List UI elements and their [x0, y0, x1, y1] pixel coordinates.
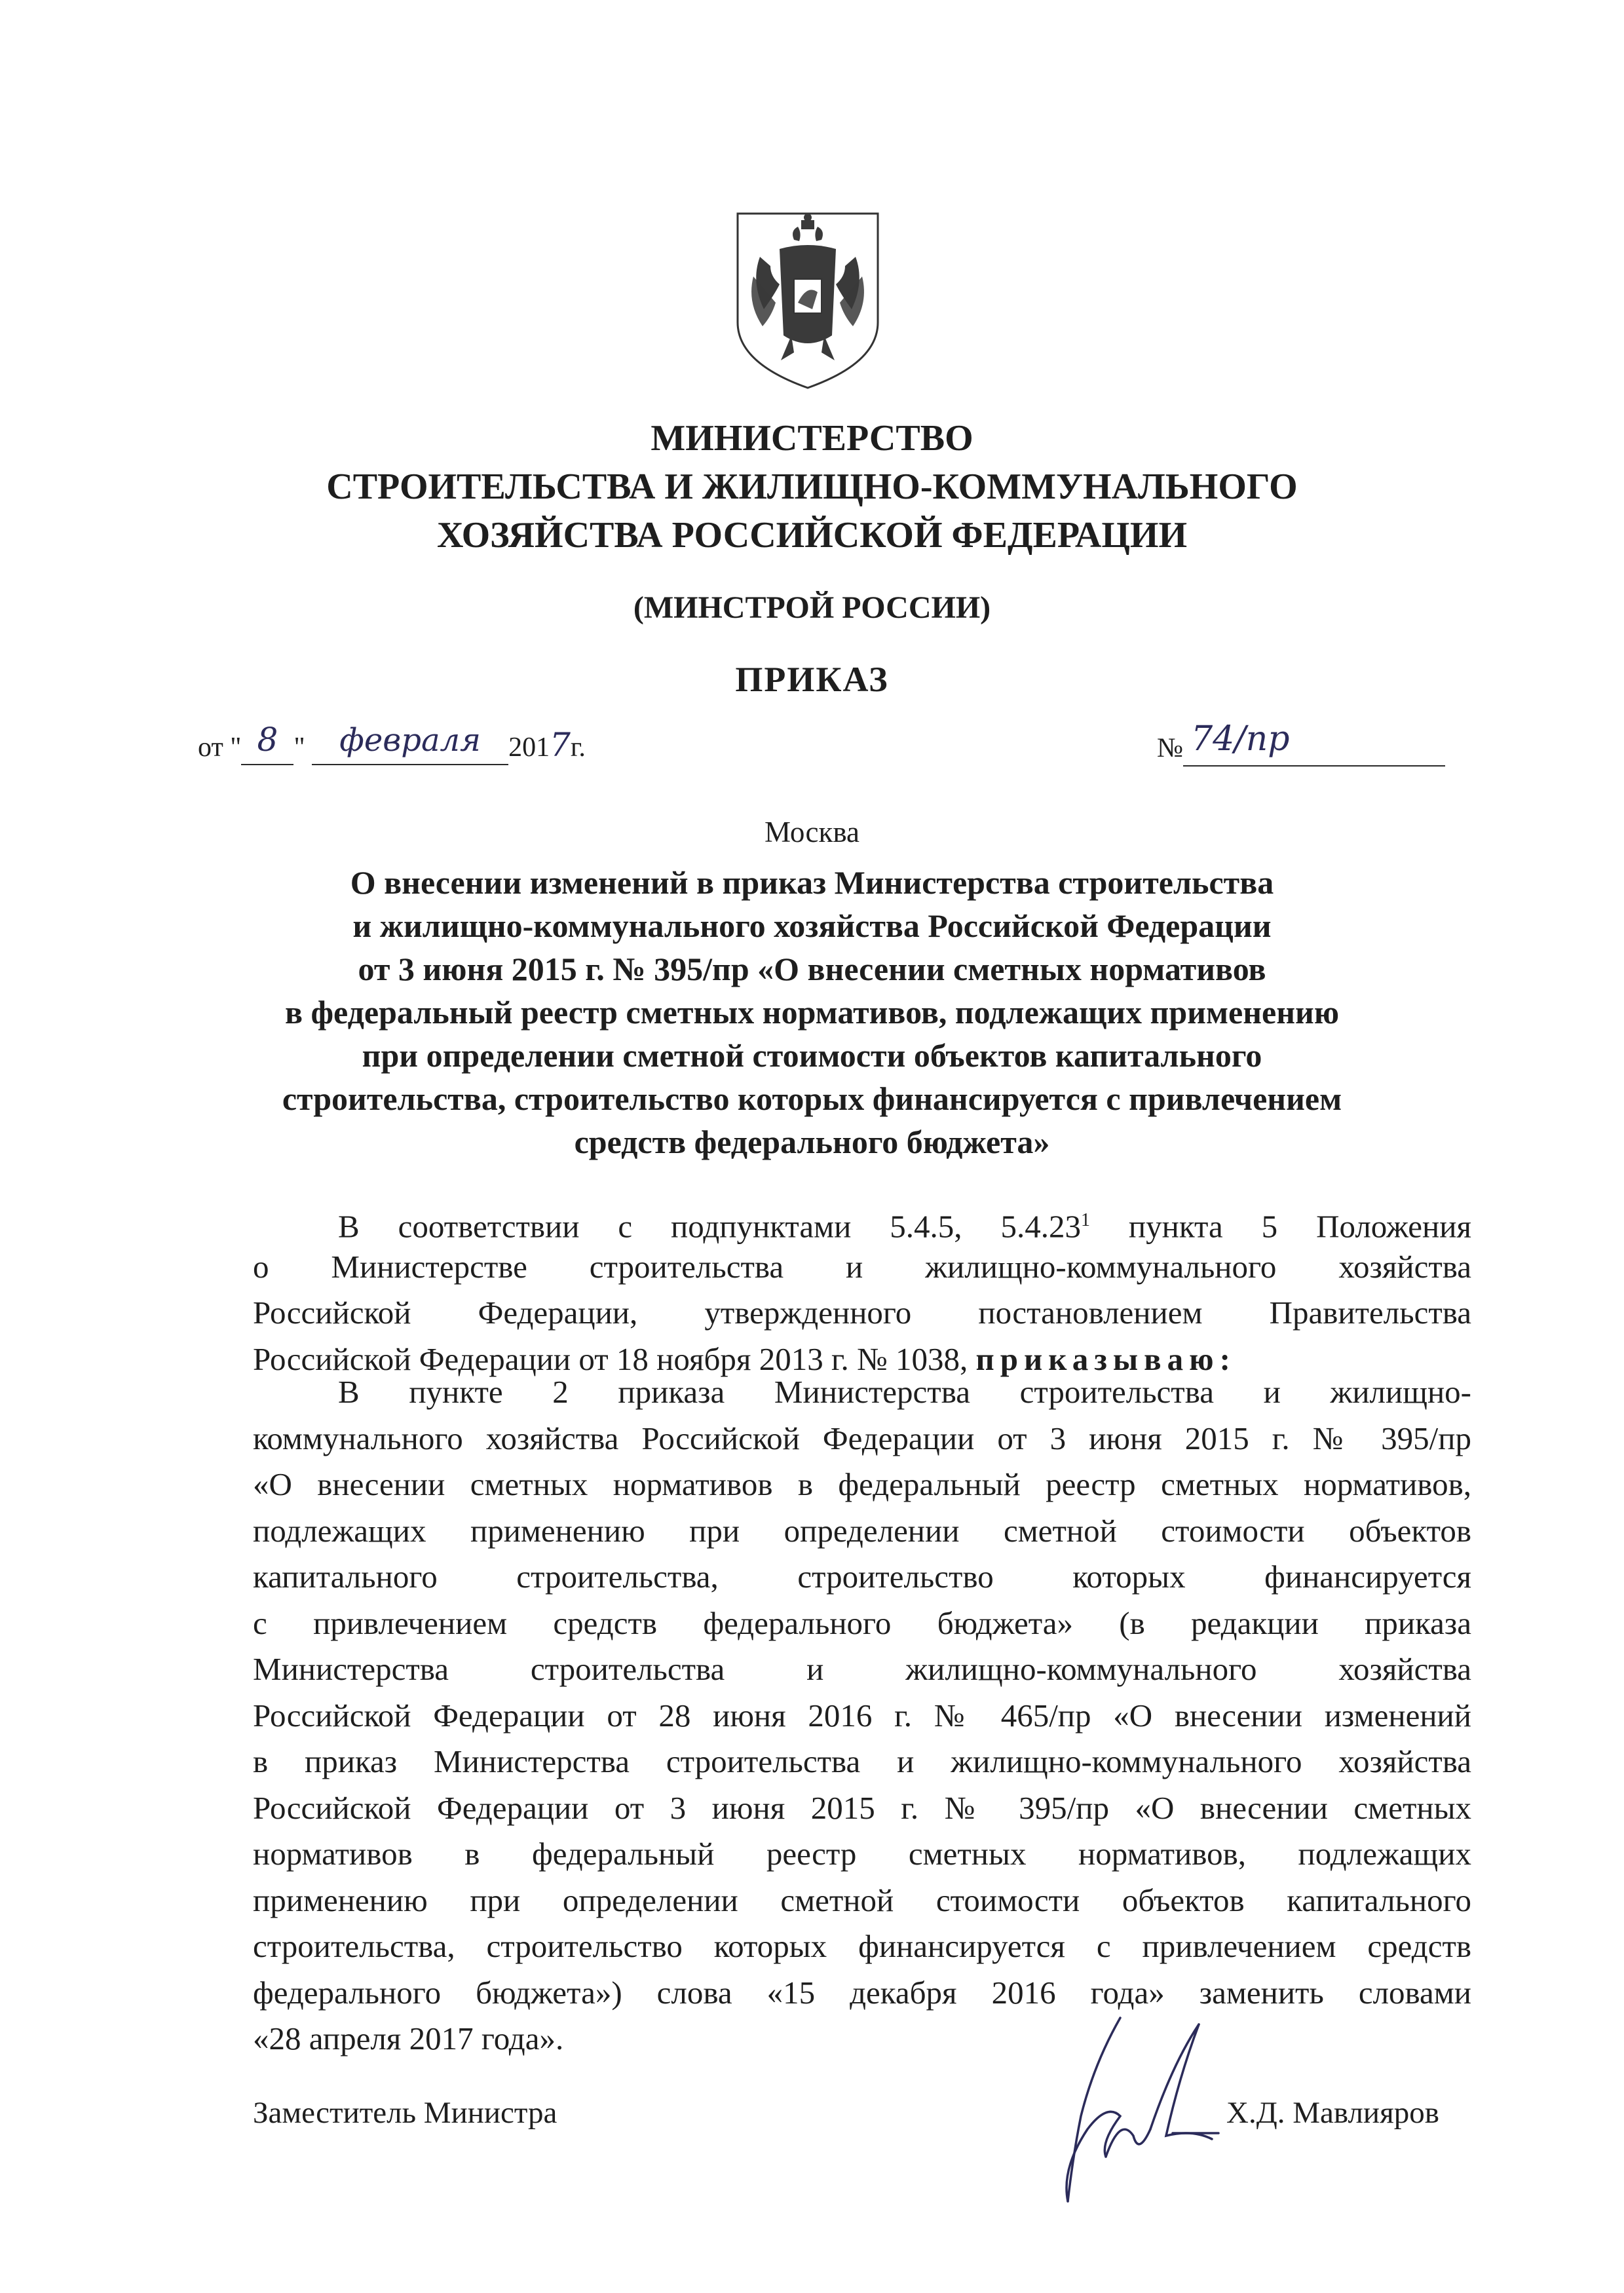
- preamble-line-1: [253, 1198, 1471, 1244]
- date-suffix: г.: [570, 732, 586, 763]
- body-line-10: Российской Федерации от 3 июня 2015 г. № 395/пр «О внесении сметных: [253, 1789, 1471, 1826]
- body-line-14: федерального бюджета») слова «15 декабря 2016 года» заменить словами: [253, 1974, 1471, 2011]
- preamble-paragraph: [253, 1198, 1471, 1382]
- city: Москва: [765, 816, 859, 848]
- number-label: №: [1157, 733, 1184, 763]
- signatory-name: Х.Д. Мавлияров: [1226, 2096, 1439, 2130]
- body-line-15: «28 апреля 2017 года».: [253, 2020, 564, 2056]
- title-line-1: О внесении изменений в приказ Министерства строительства: [350, 864, 1274, 901]
- footnote-superscript: 1: [1080, 1210, 1090, 1230]
- ministry-name-line-2: СТРОИТЕЛЬСТВА И ЖИЛИЩНО-КОММУНАЛЬНОГО: [326, 466, 1298, 507]
- body-line-5: капитального строительства, строительство которых финансируется: [253, 1559, 1471, 1595]
- number-blank: [1183, 719, 1445, 767]
- body-line-7: Министерства строительства и жилищно-коммунального хозяйства: [253, 1651, 1471, 1687]
- title-line-3: от 3 июня 2015 г. № 395/пр «О внесении сметных нормативов: [358, 951, 1266, 987]
- document-number: [1157, 719, 1445, 767]
- body-line-9: в приказ Министерства строительства и жилищно-коммунального хозяйства: [253, 1743, 1471, 1779]
- date-month-blank: [312, 722, 508, 765]
- title-line-6: строительства, строительство которых финансируется с привлечением: [282, 1080, 1342, 1117]
- date-year-digit: 7: [550, 726, 571, 764]
- number-value: 74/пр: [1191, 719, 1290, 759]
- date-day: 8: [257, 721, 278, 759]
- date-month: февраля: [339, 722, 481, 759]
- ministry-short-name: (МИНСТРОЙ РОССИИ): [633, 590, 991, 625]
- body-line-11: нормативов в федеральный реестр сметных нормативов, подлежащих: [253, 1836, 1471, 1872]
- body-line-2: коммунального хозяйства Российской Федерации от 3 июня 2015 г. № 395/пр: [253, 1420, 1471, 1456]
- title-line-5: при определении сметной стоимости объектов капитального: [362, 1037, 1262, 1074]
- preamble-line-2: о Министерстве строительства и жилищно-коммунального хозяйства: [253, 1248, 1471, 1285]
- ministry-name-line-1: МИНИСТЕРСТВО: [651, 418, 973, 459]
- body-line-6: с привлечением средств федерального бюджета» (в редакции приказа: [253, 1604, 1471, 1641]
- body-paragraph: [253, 1369, 1471, 2062]
- date-prefix: от ": [198, 732, 242, 763]
- preamble-line-1-text: В соответствии с подпунктами 5.4.5, 5.4.23: [338, 1208, 1081, 1245]
- body-line-13: строительства, строительство которых финансируется с привлечением средств: [253, 1928, 1471, 1964]
- body-line-8: Российской Федерации от 28 июня 2016 г. № 465/пр «О внесении изменений: [253, 1697, 1471, 1734]
- title-line-2: и жилищно-коммунального хозяйства Российской Федерации: [352, 907, 1272, 944]
- order-verb: приказываю:: [975, 1340, 1236, 1377]
- title-line-4: в федеральный реестр сметных нормативов, подлежащих применению: [284, 994, 1340, 1031]
- document-type: ПРИКАЗ: [735, 660, 889, 699]
- preamble-line-1-end: пункта 5 Положения: [1089, 1208, 1471, 1245]
- ministry-name-line-3: ХОЗЯЙСТВА РОССИЙСКОЙ ФЕДЕРАЦИИ: [436, 515, 1188, 556]
- preamble-line-3: Российской Федерации, утвержденного постановлением Правительства: [253, 1295, 1471, 1331]
- title-line-7: средств федерального бюджета»: [574, 1124, 1050, 1160]
- coat-of-arms-emblem: [734, 211, 882, 389]
- body-line-3: «О внесении сметных нормативов в федеральный реестр сметных нормативов,: [253, 1466, 1471, 1502]
- date-year-prefix: 201: [508, 732, 550, 763]
- handwritten-signature: [1022, 2005, 1245, 2214]
- preamble-line-4-text: Российской Федерации от 18 ноября 2013 г. № 1038,: [253, 1340, 976, 1377]
- body-line-12: применению при определении сметной стоимости объектов капитального: [253, 1882, 1471, 1918]
- date-day-blank: [241, 721, 293, 765]
- signatory-position: Заместитель Министра: [253, 2096, 557, 2130]
- document-date: [198, 721, 586, 765]
- body-line-4: подлежащих применению при определении сметной стоимости объектов: [253, 1512, 1471, 1549]
- date-mid: ": [293, 732, 305, 763]
- body-line-1: В пункте 2 приказа Министерства строительства и жилищно-: [338, 1374, 1471, 1410]
